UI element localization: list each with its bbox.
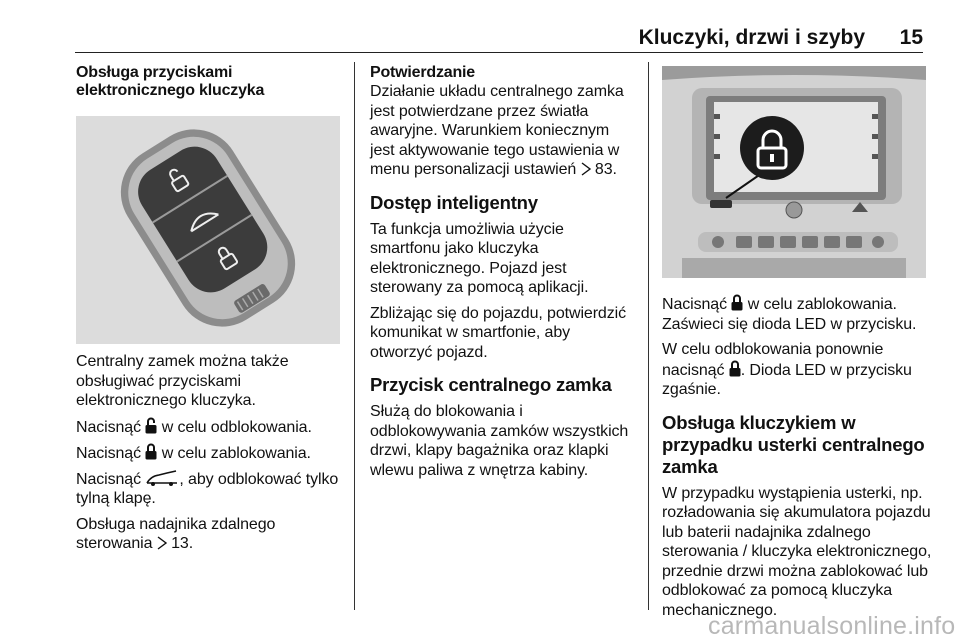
- text: Działanie układu centralnego zamka jest potwierdzane przez światła awaryjne. Warunkiem koniecznym jest aktywowanie tego ustawienia w menu personalizacji ustawień: [370, 83, 624, 178]
- text: w celu odblokowania.: [157, 418, 312, 436]
- column-2: [370, 64, 635, 480]
- text: Nacisnąć: [76, 470, 146, 488]
- column-1: [76, 64, 344, 554]
- section-heading-smart-access: Dostęp inteligentny: [370, 191, 538, 213]
- paragraph-lock: [76, 443, 344, 464]
- paragraph-unlock: [76, 417, 344, 438]
- padlock-closed-icon: [729, 360, 741, 377]
- tailgate-car-icon: [145, 470, 179, 486]
- page-reference[interactable]: 83.: [594, 161, 617, 178]
- section-heading-key-buttons: Obsługa przyciskami elektronicznego kluczyka: [76, 64, 265, 99]
- section-heading-confirmation: Potwierdzanie: [370, 64, 475, 81]
- text: Nacisnąć: [662, 296, 732, 313]
- paragraph-mechanical-key: W przypadku wystąpienia usterki, np. rozładowania się akumulatora pojazdu lub baterii nadajnika zdalnego sterowania / kluczyka elektronicznego, przednie drzwi można zablokować lub odblokować za pomocą kluczyka mechanicznego.: [662, 484, 932, 619]
- section-heading-mechanical-key: Obsługa kluczykiem w przypadku usterki centralnego zamka: [662, 411, 925, 477]
- electronic-key-illustration: [76, 116, 340, 344]
- section-heading-lock-button: Przycisk centralnego zamka: [370, 374, 612, 395]
- text: . Dioda LED w przycisku zgaśnie.: [662, 361, 912, 398]
- text: W celu odblokowania ponownie nacisnąć: [662, 341, 884, 379]
- dashboard-lock-button-illustration: [662, 66, 926, 278]
- paragraph-lock-button: Służą do blokowania i odblokowywania zamków wszystkich drzwi, klapy bagażnika oraz klapki wlewu paliwa z wnętrza kabiny.: [370, 403, 629, 479]
- paragraph-tailgate: [76, 470, 344, 509]
- paragraph-approach-vehicle: Zbliżając się do pojazdu, potwierdzić komunikat w smartfonie, aby otworzyć pojazd.: [370, 304, 626, 361]
- padlock-open-icon: [145, 417, 157, 434]
- text: w celu zablokowania. Zaświeci się dioda LED w przycisku.: [662, 296, 917, 333]
- column-divider-1: [354, 62, 355, 610]
- column-3: [662, 64, 932, 620]
- text: w celu zablokowania.: [157, 445, 311, 462]
- paragraph-smartphone-key: Ta funkcja umożliwia użycie smartfonu jako kluczyka elektronicznego. Pojazd jest sterowany za pomocą aplikacji.: [370, 220, 589, 296]
- page-title: Kluczyki, drzwi i szyby: [638, 26, 865, 49]
- paragraph-remote-control: [76, 515, 344, 554]
- page-reference-arrow-icon: [157, 536, 167, 550]
- paragraph-central-lock-key: Centralny zamek można także obsługiwać przyciskami elektronicznego kluczyka.: [76, 353, 289, 409]
- padlock-closed-icon: [731, 294, 743, 311]
- column-divider-2: [648, 62, 649, 610]
- paragraph-press-unlock: [662, 340, 932, 400]
- watermark: carmanualsonline.info: [708, 612, 956, 640]
- page-header: [75, 18, 923, 53]
- page-reference-arrow-icon: [581, 162, 591, 176]
- text: Obsługa nadajnika zdalnego sterowania: [76, 515, 276, 552]
- text: Nacisnąć: [76, 445, 146, 462]
- page-reference[interactable]: 13.: [171, 535, 194, 552]
- paragraph-press-lock: [662, 294, 932, 334]
- page-number: 15: [899, 26, 923, 49]
- text: Nacisnąć: [76, 418, 146, 436]
- text: , aby odblokować tylko tylną klapę.: [76, 470, 339, 507]
- paragraph-confirmation: [370, 82, 635, 180]
- padlock-closed-icon: [145, 443, 157, 460]
